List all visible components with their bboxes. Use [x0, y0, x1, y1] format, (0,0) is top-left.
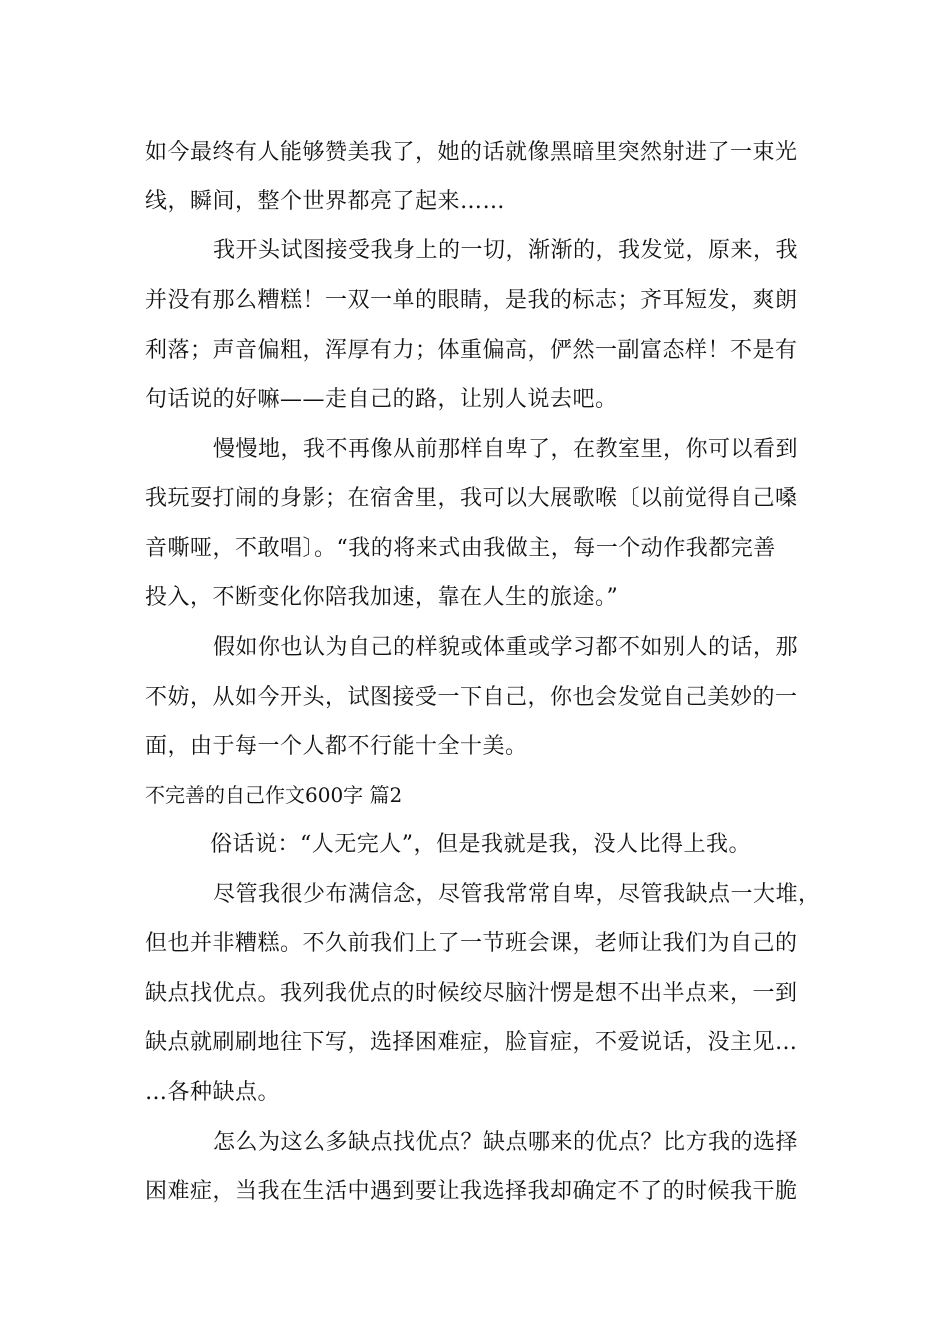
text-line: 面，由于每一个人都不行能十全十美。 — [145, 734, 528, 759]
paragraph-first-line: 怎么为这么多缺点找优点？缺点哪来的优点？比方我的选择 — [213, 1130, 799, 1155]
text-line: …各种缺点。 — [145, 1080, 281, 1105]
text-line: 如今最终有人能够赞美我了，她的话就像黑暗里突然射进了一束光 — [145, 140, 798, 165]
text-line: 投入，不断变化你陪我加速，靠在人生的旅途。” — [145, 585, 619, 610]
text-line: 音嘶哑，不敢唱〕。“我的将来式由我做主，每一个动作我都完善 — [145, 536, 776, 561]
text-line: 并没有那么糟糕！一双一单的眼睛，是我的标志；齐耳短发，爽朗 — [145, 288, 798, 313]
paragraph-first-line: 我开头试图接受我身上的一切，渐渐的，我发觉，原来，我 — [213, 238, 799, 263]
text-line: 不妨，从如今开头，试图接受一下自己，你也会发觉自己美妙的一 — [145, 685, 798, 710]
text-line: 句话说的好嘛——走自己的路，让别人说去吧。 — [145, 387, 618, 412]
text-line: 我玩耍打闹的身影；在宿舍里，我可以大展歌喉〔以前觉得自己嗓 — [145, 486, 798, 511]
text-line: 但也并非糟糕。不久前我们上了一节班会课，老师让我们为自己的 — [145, 931, 798, 956]
paragraph-first-line: 尽管我很少布满信念，尽管我常常自卑，尽管我缺点一大堆， — [213, 882, 821, 907]
text-line: 利落；声音偏粗，浑厚有力；体重偏高，俨然一副富态样！不是有 — [145, 338, 798, 363]
paragraph-first-line: 俗话说：“人无完人”，但是我就是我，没人比得上我。 — [210, 832, 751, 857]
section-heading: 不完善的自己作文600字 篇2 — [145, 783, 403, 807]
paragraph-first-line: 慢慢地，我不再像从前那样自卑了，在教室里，你可以看到 — [213, 437, 799, 462]
text-line: 线，瞬间，整个世界都亮了起来…… — [145, 189, 506, 214]
text-line: 缺点找优点。我列我优点的时候绞尽脑汁愣是想不出半点来，一到 — [145, 981, 798, 1006]
text-line: 困难症，当我在生活中遇到要让我选择我却确定不了的时候我干脆 — [145, 1179, 798, 1204]
paragraph-first-line: 假如你也认为自己的样貌或体重或学习都不如别人的话，那 — [213, 635, 799, 660]
text-line: 缺点就刷刷地往下写，选择困难症，脸盲症，不爱说话，没主见… — [145, 1030, 798, 1055]
